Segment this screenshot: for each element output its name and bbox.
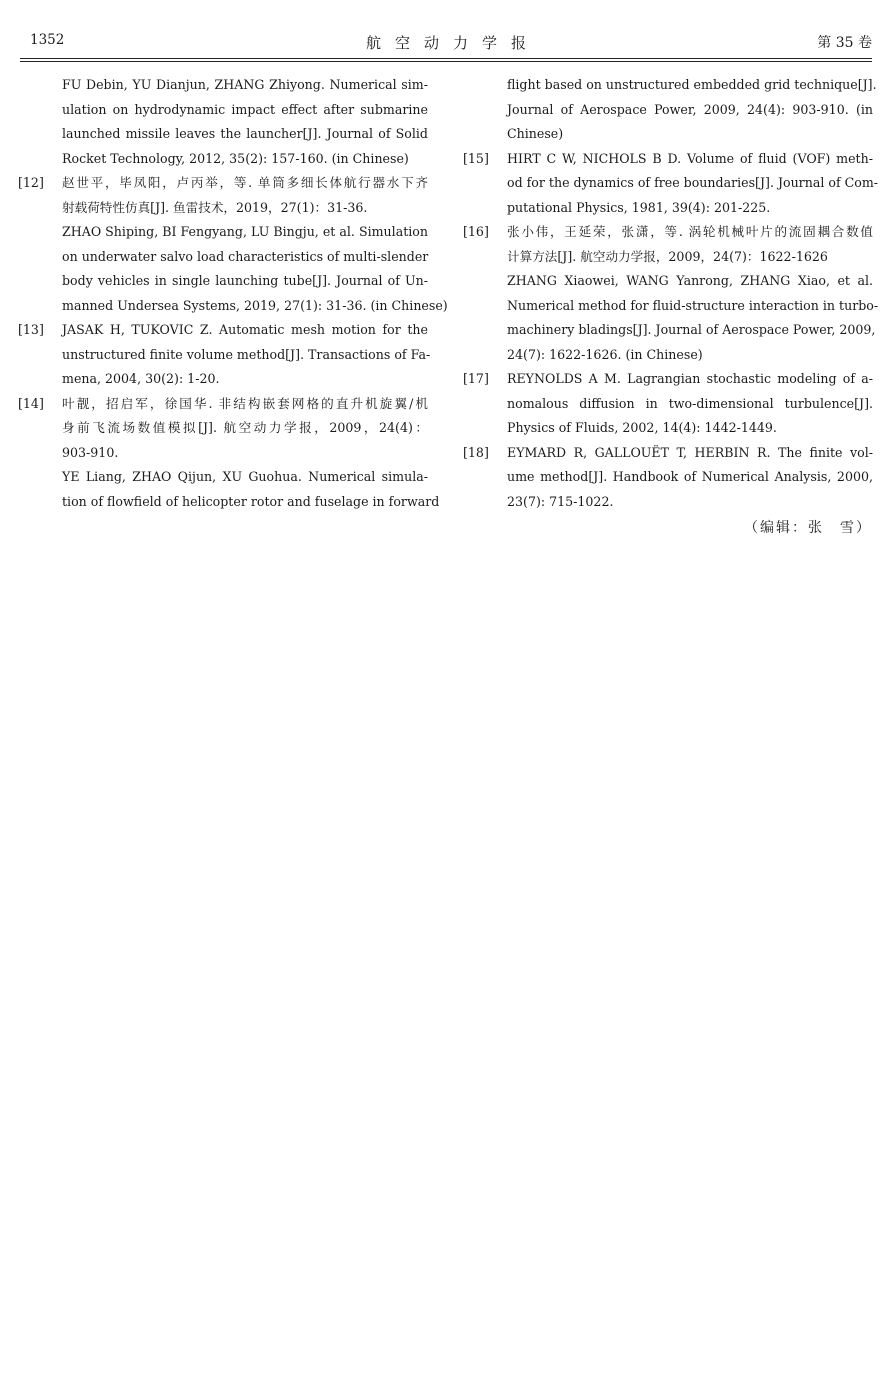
reference-line: unstructured finite volume method[J]. Transactions of Fa-: [62, 346, 431, 362]
reference-number: [18]: [463, 444, 489, 460]
reference-line: 24(7): 1622-1626. (in Chinese): [507, 346, 703, 362]
reference-continuation: [463, 73, 877, 147]
reference-13: [18, 318, 431, 392]
page-number: 1352: [30, 32, 65, 48]
reference-line: YE Liang, ZHAO Qijun, XU Guohua. Numerical simula-: [62, 469, 428, 484]
reference-line: FU Debin, YU Dianjun, ZHANG Zhiyong. Numerical sim-: [62, 77, 428, 92]
reference-line: body vehicles in single launching tube[J]. Journal of Un-: [62, 273, 428, 288]
reference-line: ulation on hydrodynamic impact effect after submarine: [62, 101, 428, 117]
reference-line: on underwater salvo load characteristics of multi-slender: [62, 248, 429, 264]
reference-line: launched missile leaves the launcher[J]. Journal of Solid: [62, 126, 428, 141]
reference-line: HIRT C W, NICHOLS B D. Volume of fluid (VOF) meth-: [507, 150, 873, 166]
reference-continuation: [18, 73, 428, 171]
reference-line: mena, 2004, 30(2): 1-20.: [62, 371, 220, 386]
reference-line: 张小伟，王延荣，张潇，等. 涡轮机械叶片的流固耦合数值: [507, 224, 873, 239]
reference-line: machinery bladings[J]. Journal of Aerospace Power, 2009,: [507, 322, 876, 337]
reference-line: 903-910.: [62, 444, 119, 460]
reference-number: [16]: [463, 224, 489, 239]
reference-line: ZHAO Shiping, BI Fengyang, LU Bingju, et al. Simulation: [62, 224, 428, 239]
editor-credit: （编辑：张 雪）: [744, 520, 872, 536]
reference-15: [463, 147, 879, 221]
reference-line: manned Undersea Systems, 2019, 27(1): 31-36. (in Chinese): [62, 297, 448, 313]
reference-line: EYMARD R, GALLOUËT T, HERBIN R. The finite vol-: [507, 444, 873, 460]
reference-line: ZHANG Xiaowei, WANG Yanrong, ZHANG Xiao, et al.: [507, 273, 873, 288]
header-rule-thin: [20, 61, 872, 62]
reference-number: [14]: [18, 395, 44, 411]
reference-line: 射载荷特性仿真[J]. 鱼雷技术，2019，27(1)：31-36.: [62, 199, 368, 215]
reference-line: Physics of Fluids, 2002, 14(4): 1442-1449.: [507, 420, 777, 435]
reference-line: ume method[J]. Handbook of Numerical Analysis, 2000,: [507, 469, 873, 484]
reference-line: 叶靓，招启军，徐国华. 非结构嵌套网格的直升机旋翼/机: [62, 395, 428, 411]
left-column: [18, 73, 448, 514]
reference-line: JASAK H, TUKOVIC Z. Automatic mesh motion for the: [62, 322, 428, 337]
reference-number: [13]: [18, 322, 44, 337]
reference-line: tion of flowfield of helicopter rotor and fuselage in forward: [62, 493, 440, 509]
reference-number: [17]: [463, 371, 489, 386]
reference-number: [12]: [18, 175, 44, 190]
reference-14: [18, 392, 440, 515]
reference-line: putational Physics, 1981, 39(4): 201-225.: [507, 199, 771, 215]
reference-line: Numerical method for fluid-structure interaction in turbo-: [507, 297, 879, 313]
reference-18: [463, 441, 873, 515]
reference-line: Journal of Aerospace Power, 2009, 24(4): 903-910. (in: [507, 101, 873, 117]
reference-17: [463, 367, 873, 441]
reference-12: [18, 171, 448, 318]
reference-line: nomalous diffusion in two-dimensional turbulence[J].: [507, 395, 873, 411]
reference-line: Chinese): [507, 126, 564, 141]
reference-line: Rocket Technology, 2012, 35(2): 157-160. (in Chinese): [62, 150, 409, 166]
reference-line: 计算方法[J]. 航空动力学报，2009，24(7)：1622-1626: [507, 248, 828, 264]
reference-line: od for the dynamics of free boundaries[J]. Journal of Com-: [507, 175, 879, 190]
page-header: [20, 28, 872, 58]
reference-number: [15]: [463, 150, 489, 166]
reference-16: [463, 220, 879, 367]
journal-title: 航空动力学报: [365, 34, 540, 52]
reference-line: 身前飞流场数值模拟[J]. 航空动力学报，2009，24(4)：: [62, 420, 428, 435]
reference-line: flight based on unstructured embedded grid technique[J].: [507, 77, 877, 92]
header-rule-thick: [20, 58, 872, 59]
volume-label: 第 35 卷: [817, 35, 872, 51]
reference-line: 赵世平，毕凤阳，卢丙举，等. 单筒多细长体航行器水下齐: [62, 175, 428, 190]
reference-line: REYNOLDS A M. Lagrangian stochastic modeling of a-: [507, 371, 873, 386]
right-column: [463, 73, 879, 514]
reference-line: 23(7): 715-1022.: [507, 493, 614, 509]
